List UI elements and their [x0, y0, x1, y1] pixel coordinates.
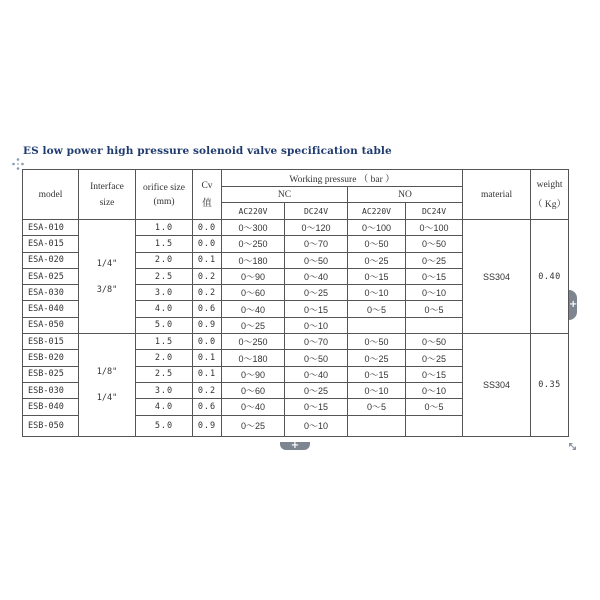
cell-model: ESA-010: [23, 220, 79, 236]
header-nc-dc24v: DC24V: [285, 203, 348, 220]
header-interface-size: [79, 170, 136, 220]
cell-model: ESB-015: [23, 334, 79, 350]
cell-no-ac220v: 0～15: [348, 268, 406, 284]
cell-no-ac220v: 0～25: [348, 350, 406, 366]
cell-model: ESA-050: [23, 317, 79, 333]
cell-cv: 0.6: [193, 399, 222, 415]
cell-orifice-size: 3.0: [136, 285, 193, 301]
plus-icon: +: [569, 299, 578, 310]
interface-size-value: 1/4": [96, 258, 118, 269]
cell-orifice-size: 2.5: [136, 366, 193, 382]
cell-cv: 0.0: [193, 220, 222, 236]
cell-cv: 0.0: [193, 334, 222, 350]
cell-cv: 0.0: [193, 236, 222, 252]
cell-orifice-size: 2.0: [136, 350, 193, 366]
header-orifice-line1: orifice size: [143, 182, 185, 193]
cell-nc-dc24v: 0～25: [285, 382, 348, 398]
cell-no-ac220v: [348, 317, 406, 333]
header-cv-line1: Cv: [201, 180, 213, 191]
header-orifice-line2: (mm): [153, 196, 175, 207]
cell-cv: 0.1: [193, 252, 222, 268]
cell-no-dc24v: 0～50: [406, 334, 463, 350]
header-row-1: [23, 170, 569, 187]
cell-orifice-size: 4.0: [136, 399, 193, 415]
cell-orifice-size: 1.5: [136, 236, 193, 252]
plus-icon: +: [290, 440, 300, 451]
cell-cv: 0.1: [193, 350, 222, 366]
cell-nc-ac220v: 0～90: [222, 268, 285, 284]
cell-model: ESA-015: [23, 236, 79, 252]
header-cv-line2: 值: [202, 198, 212, 209]
cell-orifice-size: 4.0: [136, 301, 193, 317]
cell-model: ESB-040: [23, 399, 79, 415]
specification-table: [22, 169, 569, 437]
table-row: [23, 220, 569, 236]
cell-nc-ac220v: 0～40: [222, 301, 285, 317]
table-row: [23, 334, 569, 350]
header-no-dc24v: DC24V: [406, 203, 463, 220]
cell-cv: 0.2: [193, 268, 222, 284]
cell-orifice-size: 2.0: [136, 252, 193, 268]
cell-no-ac220v: 0～10: [348, 382, 406, 398]
cell-no-dc24v: 0～15: [406, 268, 463, 284]
cell-nc-ac220v: 0～250: [222, 236, 285, 252]
header-material: material: [463, 170, 531, 220]
cell-model: ESA-040: [23, 301, 79, 317]
cell-nc-ac220v: 0～250: [222, 334, 285, 350]
cell-no-ac220v: 0～50: [348, 334, 406, 350]
cell-weight: 0.40: [531, 220, 569, 334]
cell-nc-ac220v: 0～60: [222, 285, 285, 301]
cell-no-dc24v: [406, 317, 463, 333]
cell-nc-ac220v: 0～25: [222, 415, 285, 436]
cell-nc-dc24v: 0～50: [285, 252, 348, 268]
header-nc: NC: [222, 187, 348, 203]
cell-material: SS304: [463, 334, 531, 436]
header-weight-line1: weight: [536, 179, 563, 190]
cell-orifice-size: 1.5: [136, 334, 193, 350]
cell-model: ESB-025: [23, 366, 79, 382]
header-interface-line1: Interface: [90, 181, 124, 192]
table-title: ES low power high pressure solenoid valve specification table: [23, 145, 392, 157]
cell-nc-dc24v: 0～70: [285, 236, 348, 252]
cell-no-dc24v: 0～10: [406, 382, 463, 398]
cell-model: ESA-025: [23, 268, 79, 284]
add-row-button[interactable]: [280, 442, 310, 450]
cell-nc-dc24v: 0～70: [285, 334, 348, 350]
cell-nc-ac220v: 0～40: [222, 399, 285, 415]
cell-nc-dc24v: 0～25: [285, 285, 348, 301]
header-working-pressure: Working pressure （ bar ）: [222, 170, 463, 187]
cell-no-dc24v: [406, 415, 463, 436]
cell-nc-dc24v: 0～120: [285, 220, 348, 236]
cell-no-ac220v: 0～100: [348, 220, 406, 236]
cell-cv: 0.9: [193, 317, 222, 333]
cell-nc-ac220v: 0～60: [222, 382, 285, 398]
header-nc-ac220v: AC220V: [222, 203, 285, 220]
cell-nc-ac220v: 0～180: [222, 252, 285, 268]
cell-nc-dc24v: 0～40: [285, 366, 348, 382]
cell-cv: 0.2: [193, 285, 222, 301]
cell-orifice-size: 5.0: [136, 317, 193, 333]
add-column-button[interactable]: [569, 290, 577, 320]
cell-model: ESB-050: [23, 415, 79, 436]
header-model: model: [23, 170, 79, 220]
cell-no-dc24v: 0～50: [406, 236, 463, 252]
cell-material: SS304: [463, 220, 531, 334]
cell-orifice-size: 5.0: [136, 415, 193, 436]
header-weight-line2: （ Kg）: [533, 199, 567, 210]
cell-cv: 0.1: [193, 366, 222, 382]
cell-model: ESA-020: [23, 252, 79, 268]
cell-no-dc24v: 0～100: [406, 220, 463, 236]
cell-no-ac220v: [348, 415, 406, 436]
interface-size-value: 1/8": [96, 366, 118, 377]
cell-nc-dc24v: 0～10: [285, 317, 348, 333]
cell-no-dc24v: 0～10: [406, 285, 463, 301]
cell-no-ac220v: 0～10: [348, 285, 406, 301]
cell-nc-dc24v: 0～15: [285, 399, 348, 415]
cell-model: ESB-030: [23, 382, 79, 398]
header-interface-line2: size: [99, 197, 115, 208]
cell-no-dc24v: 0～25: [406, 350, 463, 366]
cell-nc-ac220v: 0～180: [222, 350, 285, 366]
cell-no-dc24v: 0～5: [406, 399, 463, 415]
cell-no-ac220v: 0～5: [348, 399, 406, 415]
cell-nc-dc24v: 0～10: [285, 415, 348, 436]
cell-model: ESA-030: [23, 285, 79, 301]
cell-orifice-size: 3.0: [136, 382, 193, 398]
cell-no-dc24v: 0～15: [406, 366, 463, 382]
cell-no-ac220v: 0～15: [348, 366, 406, 382]
cell-no-dc24v: 0～5: [406, 301, 463, 317]
header-cv: [193, 170, 222, 220]
header-orifice-size: [136, 170, 193, 220]
interface-size-value: 1/4": [96, 392, 118, 403]
cell-interface-size: [79, 220, 136, 334]
cell-cv: 0.2: [193, 382, 222, 398]
cell-nc-dc24v: 0～50: [285, 350, 348, 366]
cell-nc-ac220v: 0～25: [222, 317, 285, 333]
header-no: NO: [348, 187, 463, 203]
cell-cv: 0.9: [193, 415, 222, 436]
cell-no-ac220v: 0～25: [348, 252, 406, 268]
cell-cv: 0.6: [193, 301, 222, 317]
cell-orifice-size: 2.5: [136, 268, 193, 284]
cell-no-dc24v: 0～25: [406, 252, 463, 268]
cell-interface-size: [79, 334, 136, 436]
resize-corner-icon[interactable]: [568, 442, 577, 451]
cell-nc-dc24v: 0～40: [285, 268, 348, 284]
cell-no-ac220v: 0～5: [348, 301, 406, 317]
cell-nc-dc24v: 0～15: [285, 301, 348, 317]
header-weight: [531, 170, 569, 220]
cell-no-ac220v: 0～50: [348, 236, 406, 252]
cell-nc-ac220v: 0～90: [222, 366, 285, 382]
cell-nc-ac220v: 0～300: [222, 220, 285, 236]
cell-model: ESB-020: [23, 350, 79, 366]
cell-weight: 0.35: [531, 334, 569, 436]
header-no-ac220v: AC220V: [348, 203, 406, 220]
cell-orifice-size: 1.0: [136, 220, 193, 236]
interface-size-value: 3/8": [96, 284, 118, 295]
